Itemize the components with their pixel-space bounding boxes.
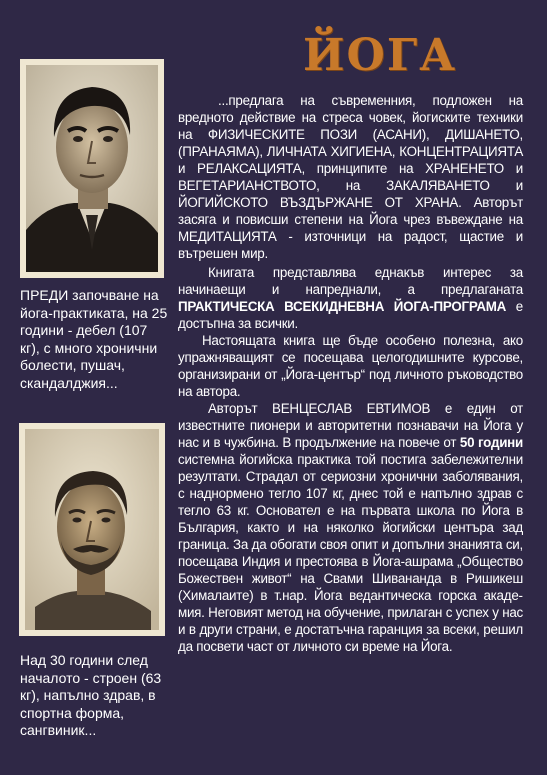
caption-after: Над 30 години след началото - строен (63 кг), напълно здрав, в спортна форма, сангвиник... — [20, 652, 162, 738]
paragraph-author — [178, 400, 523, 655]
paragraph-program — [178, 264, 523, 332]
paragraph-program-text: Книгата представлява еднакъв интерес за начинаещи и напреднали, а предлаганата — [178, 265, 523, 297]
program-name: ПРАКТИЧЕСКА ВСЕКИДНЕВНА ЙОГА-ПРОГРАМА — [178, 299, 507, 314]
years-of-practice: 50 години — [459, 435, 523, 450]
paragraph-author-end: системна йогийска практика той постига забележителни резултати. Страдал от сериозни хронични заболявания, с наднормено тегло 107 кг, днес той е напълно здрав с тегло 63 кг. Основател е на първата школа по Йога в България, както и на няколко йогийски центъра зад граница. За да обогати своя опит и допълни знанията си, посещава Индия и престоява в Йога-ашрама „Общество Божествен живот“ на Свами Шивананда в Ришикеш (Хималаите) в т.нар. Йога ведантическа горска академия. Неговият метод на обучение, прилаган с успех у нас и в други страни, е достатъчна гаранция за всеки, решил да посвети част от личното си време на Йога. — [178, 452, 523, 654]
portrait-before-image — [26, 65, 158, 272]
book-description — [178, 92, 523, 655]
cover-title: ЙОГА — [302, 30, 458, 81]
paragraph-author-text: Авторът ВЕНЦЕСЛАВ ЕВТИМОВ е един от известните пионери и авторитетни познавачи на Йога у нас и в чужбина. В продължение на повече от — [178, 401, 523, 450]
paragraph-intro: ...предлага на съвременния, подложен на вредното действие на стреса човек, йогиските техники на ФИЗИЧЕСКИТЕ ПОЗИ (АСАНИ), ДИШАНЕТО, (ПРАНАЯМА), ЛИЧНАТА ХИГИЕНА, КОНЦЕНТРАЦИЯТА и РЕЛАКСАЦИЯТА, принципите на ХРАНЕНЕТО и ВЕГЕТАРИАНСТВОТО, на ЗАКАЛЯВАНЕТО и ЙОГИЙСКОТО ВЪЗДЪРЖАНЕ ОТ ХРАНА. Авторът засяга и повисши степени на Йога чрез въвеждане на МЕДИТАЦИЯТА - източници на радост, щастие и вътрешен мир. — [178, 93, 523, 261]
caption-before: ПРЕДИ започване на йога-практиката, на 25 години - дебел (107 кг), с много хронични болести, пушач, скандалджия... — [20, 287, 168, 391]
paragraph-program-end: е достъпна за всички. — [178, 299, 523, 331]
photo-portrait-before — [20, 59, 164, 278]
photo-portrait-after — [19, 423, 165, 636]
portrait-after-image — [25, 429, 159, 630]
paragraph-courses: Настоящата книга ще бъде особено полезна, ако упражняващият се посещава целогодишните курсове, организирани от „Йога-център“ под личното ръководство на автора. — [178, 333, 523, 399]
